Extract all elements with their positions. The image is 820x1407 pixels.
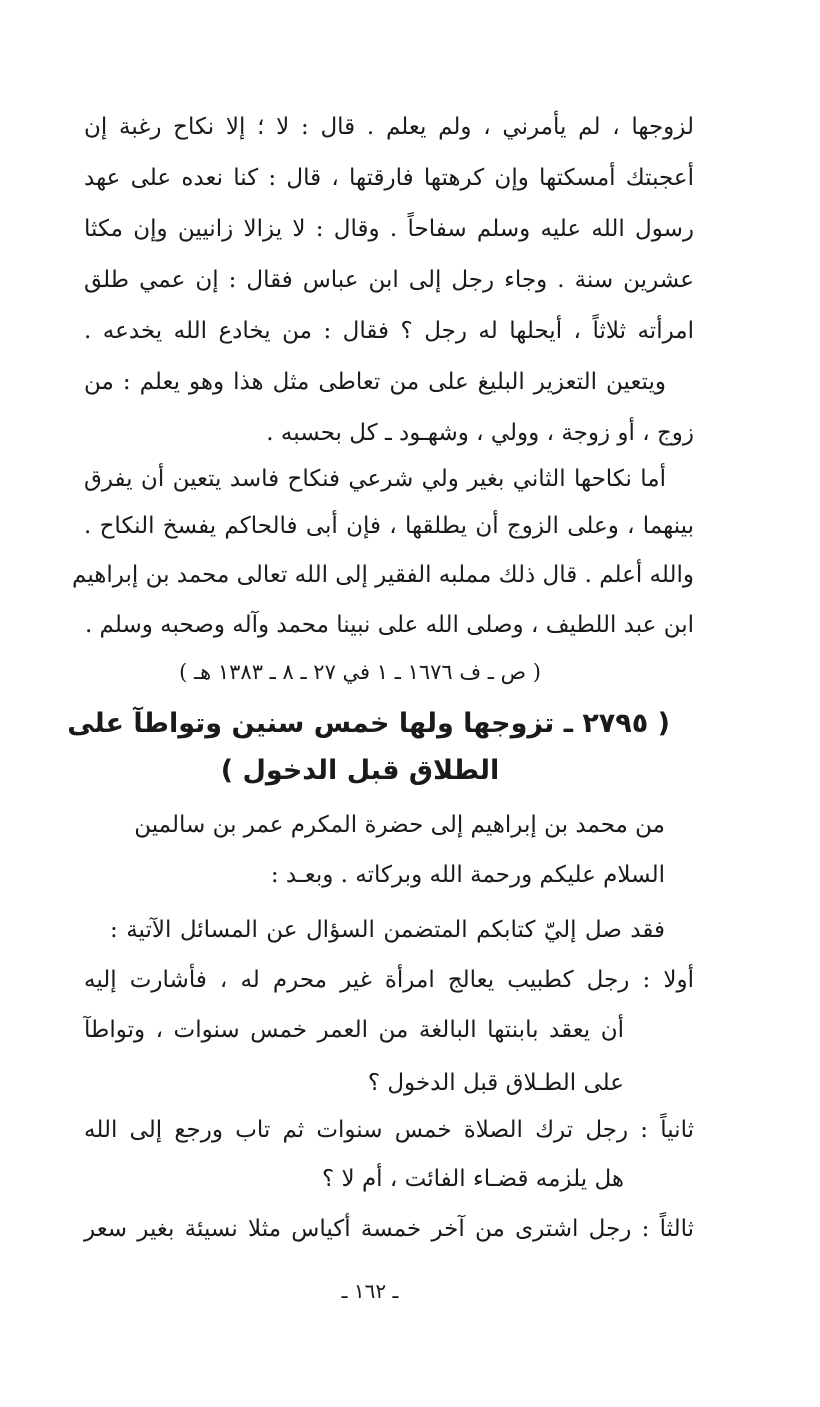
question-line-5: هل يلزمه قضـاء الفائت ، أم لا ؟	[322, 1166, 624, 1192]
question-line-2: أن يعقد بابنتها البالغة من العمر خمس سنوات ، وتواطآ	[84, 1017, 624, 1043]
body-line-2: أعجبتك أمسكتها وإن كرهتها فارقتها ، قال : كنا نعده على عهد	[84, 165, 694, 191]
body-line-1: لزوجها ، لم يأمرني ، ولم يعلم . قال : لا ؛ إلا نكاح رغبة إن	[84, 114, 694, 140]
letter-intro: فقد صل إليّ كتابكم المتضمن السؤال عن المسائل الآتية :	[110, 917, 666, 943]
page-number: ـ ١٦٢ ـ	[341, 1279, 399, 1303]
body-line-10: والله أعلم . قال ذلك مملبه الفقير إلى الله تعالى محمد بن إبراهيم	[72, 562, 694, 588]
letter-greeting: السلام عليكم ورحمة الله وبركاته . وبعـد :	[270, 862, 665, 888]
question-line-4: ثانياً : رجل ترك الصلاة خمس سنوات ثم تاب ورجع إلى الله	[84, 1117, 694, 1143]
question-line-1: أولا : رجل كطبيب يعالج امرأة غير محرم له ، فأشارت إليه	[84, 967, 694, 993]
body-line-4: عشرين سنة . وجاء رجل إلى ابن عباس فقال : إن عمي طلق	[84, 267, 694, 293]
question-line-6: ثالثاً : رجل اشترى من آخر خمسة أكياس مثلا نسيئة بغير سعر	[84, 1216, 694, 1242]
question-line-3: على الطـلاق قبل الدخول ؟	[367, 1070, 624, 1096]
body-line-6: ويتعين التعزير البليغ على من تعاطى مثل هذا وهو يعلم : من	[84, 369, 666, 395]
section-heading-line-1: ( ٢٧٩٥ ـ تزوجها ولها خمس سنين وتواطآ على	[67, 708, 670, 739]
body-line-8: أما نكاحها الثاني بغير ولي شرعي فنكاح فاسد يتعين أن يفرق	[84, 466, 666, 492]
body-line-9: بينهما ، وعلى الزوج أن يطلقها ، فإن أبى فالحاكم يفسخ النكاح .	[84, 513, 694, 539]
section-heading-line-2: الطلاق قبل الدخول )	[220, 755, 500, 786]
body-line-7: زوج ، أو زوجة ، وولي ، وشهـود ـ كل بحسبه .	[266, 420, 694, 446]
body-line-11: ابن عبد اللطيف ، وصلى الله على نبينا محمد وآله وصحبه وسلم .	[84, 612, 694, 638]
body-line-5: امرأته ثلاثاً ، أيحلها له رجل ؟ فقال : من يخادع الله يخدعه .	[84, 318, 694, 344]
body-line-3: رسول الله عليه وسلم سفاحاً . وقال : لا يزالا زانيين وإن مكثا	[84, 216, 694, 242]
letter-from: من محمد بن إبراهيم إلى حضرة المكرم عمر بن سالمين	[134, 812, 665, 838]
reference-note: ( ص ـ ف ١٦٧٦ ـ ١ في ٢٧ ـ ٨ ـ ١٣٨٣ هـ )	[179, 660, 541, 684]
